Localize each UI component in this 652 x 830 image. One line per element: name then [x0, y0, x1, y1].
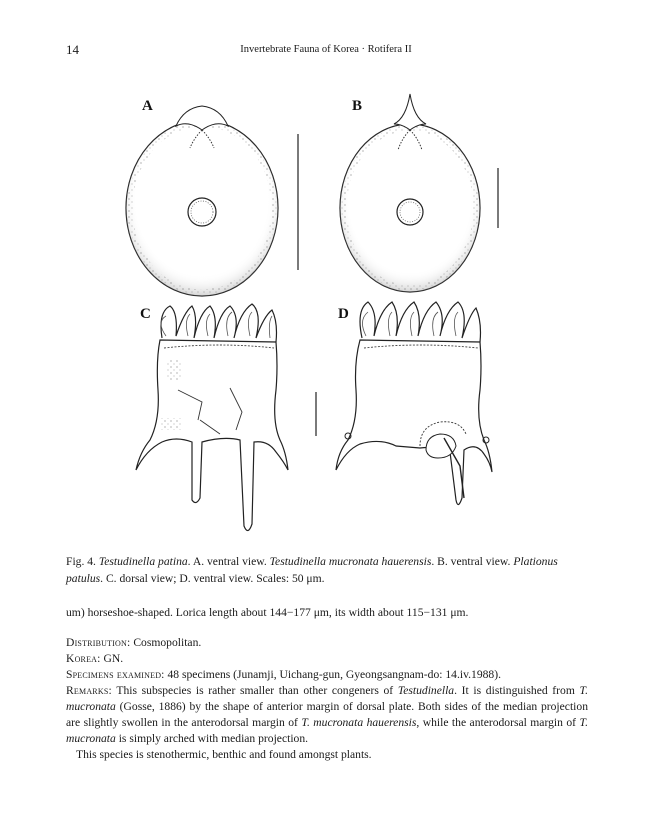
caption-taxon-1: Testudinella patina [98, 555, 188, 568]
figure-caption [66, 553, 586, 587]
figure-drawing [80, 90, 580, 540]
korea-label: Korea: [66, 652, 101, 665]
panel-label-b: B [352, 98, 363, 114]
caption-taxon-2: Testudinella mucronata hauerensis [269, 555, 432, 568]
remarks-text-4: , while the anterodorsal margin of [416, 716, 580, 729]
remarks-text-3: (Gosse, 1886) by the shape of anterior margin of dorsal plate. Both sides of the median projection are slightly swollen in the anterodorsal margin of [66, 700, 588, 729]
panel-a [126, 98, 298, 296]
last-paragraph: This species is stenothermic, benthic and found amongst plants. [76, 748, 372, 761]
panel-label-a: A [142, 98, 153, 114]
specimens-value: 48 specimens (Junamji, Uichang-gun, Gyeongsangnam-do: 14.iv.1988). [164, 668, 501, 681]
remarks-taxon-3: T. mucronata hauerensis [301, 716, 417, 729]
caption-taxon-3: Plationus patulus [66, 555, 558, 585]
korea-line [66, 651, 588, 667]
page-number: 14 [66, 42, 79, 57]
running-head: Invertebrate Fauna of Korea · Rotifera II [240, 44, 412, 55]
panel-c [136, 304, 316, 531]
specimens-label: Specimens examined: [66, 668, 165, 681]
caption-text-2: . B. ventral view. [431, 555, 514, 568]
panel-d [336, 302, 492, 505]
remarks-text-1: This subspecies is rather smaller than other congeners of [111, 684, 398, 697]
panel-label-d: D [338, 306, 349, 322]
caption-label: Fig. 4. [66, 555, 96, 568]
remarks-taxon-4: T. mucronata [66, 716, 588, 745]
remarks-text-5: is simply arched with median projection. [115, 732, 309, 745]
caption-text-3: . C. dorsal view; D. ventral view. Scales: 50 μm. [100, 572, 325, 585]
distribution-line [66, 635, 588, 651]
body-text [66, 605, 588, 763]
remarks-taxon-2: T. mucronata [66, 684, 588, 713]
remarks-label: Remarks: [66, 684, 112, 697]
figure-4 [80, 90, 580, 540]
remarks-paragraph [66, 683, 588, 747]
distribution-value: Cosmopolitan. [130, 636, 202, 649]
panel-b [340, 94, 498, 292]
remarks-text-2: . It is distinguished from [454, 684, 580, 697]
panel-label-c: C [140, 306, 151, 322]
continuation-paragraph: um) horseshoe-shaped. Lorica length about 144−177 μm, its width about 115−131 μm. [66, 606, 469, 619]
korea-value: GN. [100, 652, 124, 665]
distribution-label: Distribution: [66, 636, 131, 649]
specimens-line [66, 667, 588, 683]
remarks-taxon-1: Testudinella [397, 684, 455, 697]
caption-text-1: . A. ventral view. [187, 555, 270, 568]
